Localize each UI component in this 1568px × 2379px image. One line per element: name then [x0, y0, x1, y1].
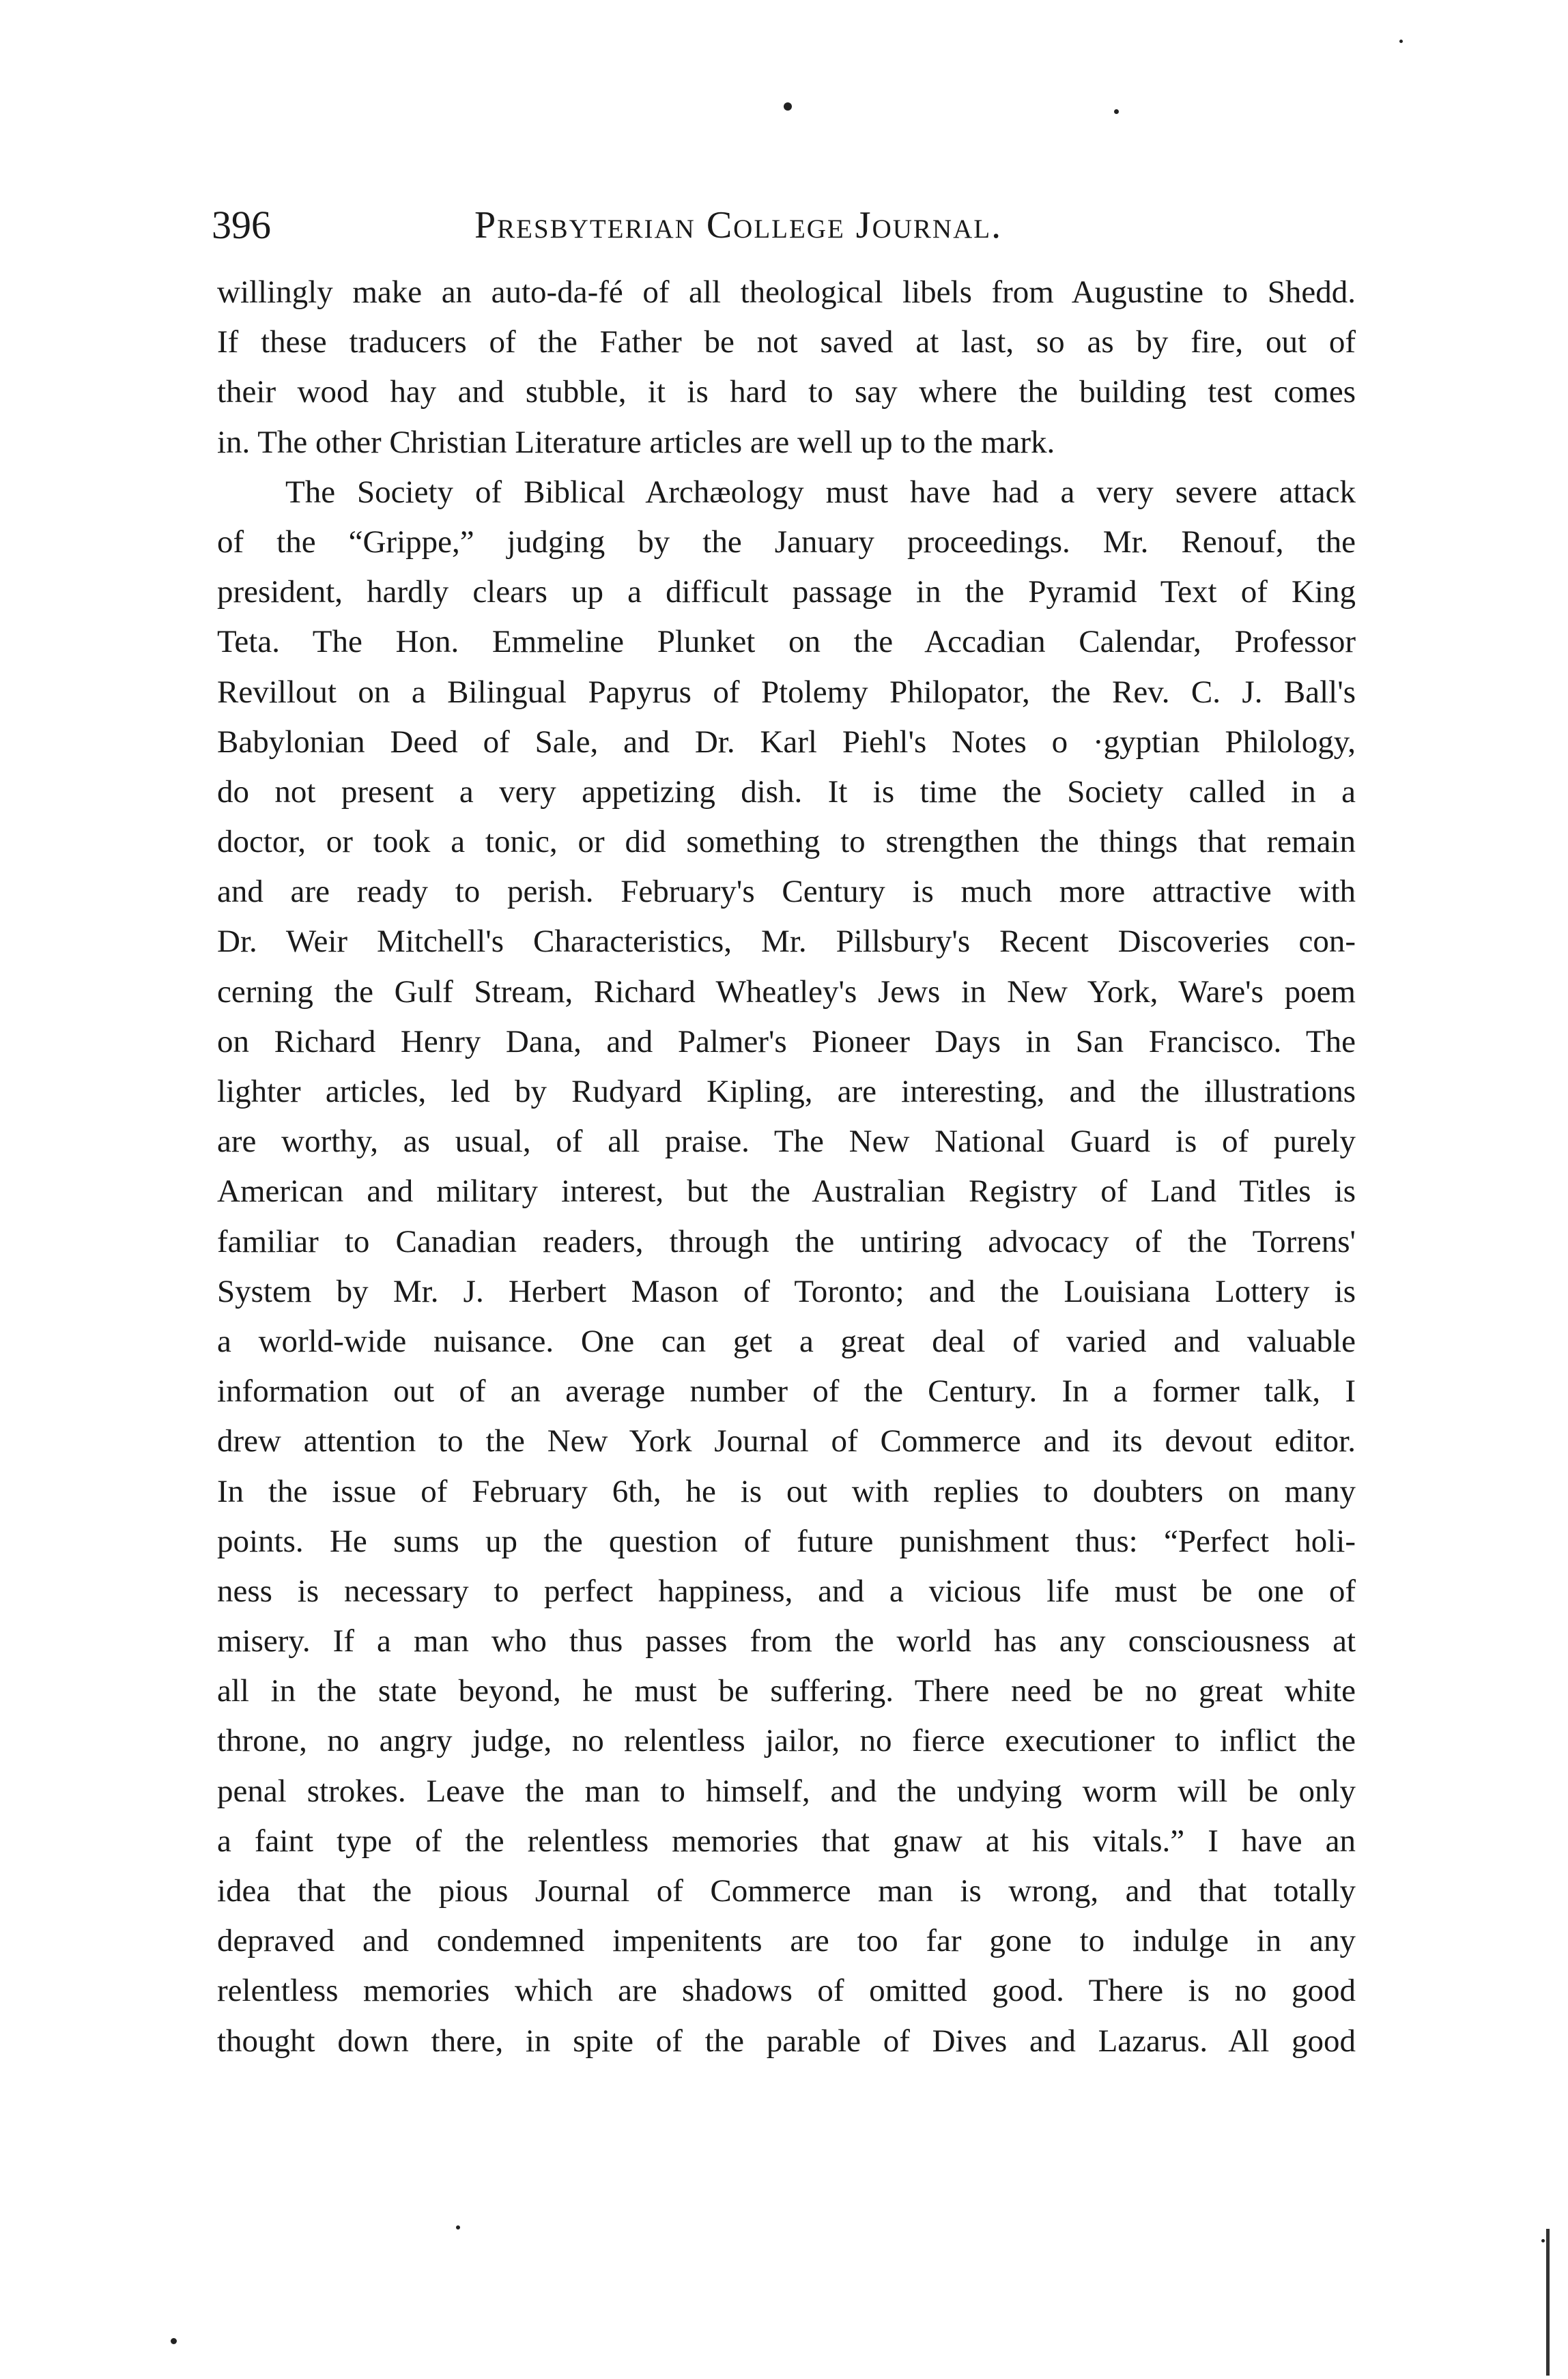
text-line: Teta. The Hon. Emmeline Plunket on the Accadian Calendar, Professor [217, 624, 1356, 660]
text-line: doctor, or took a tonic, or did something to strengthen the things that remain [217, 824, 1356, 860]
text-line: are worthy, as usual, of all praise. The New National Guard is of purely [217, 1124, 1356, 1160]
text-line: depraved and condemned impenitents are too far gone to indulge in any [217, 1923, 1356, 1959]
text-line: all in the state beyond, he must be suffering. There need be no great white [217, 1673, 1356, 1709]
text-line: American and military interest, but the Australian Registry of Land Titles is [217, 1173, 1356, 1210]
text-line: a world-wide nuisance. One can get a great deal of varied and valuable [217, 1323, 1356, 1359]
text-line: idea that the pious Journal of Commerce man is wrong, and that totally [217, 1873, 1356, 1909]
text-line: misery. If a man who thus passes from the world has any consciousness at [217, 1623, 1356, 1659]
scan-edge-mark [1546, 2229, 1550, 2376]
text-line: willingly make an auto-da-fé of all theological libels from Augustine to Shedd. [217, 274, 1356, 310]
scan-speck [456, 2225, 460, 2230]
text-line: of the “Grippe,” judging by the January proceedings. Mr. Renouf, the [217, 524, 1356, 560]
text-line: penal strokes. Leave the man to himself, and the undying worm will be only [217, 1773, 1356, 1809]
text-line: The Society of Biblical Archæology must have had a very severe attack [285, 474, 1356, 510]
page-number: 396 [212, 203, 271, 247]
text-line: lighter articles, led by Rudyard Kipling, are interesting, and the illustrations [217, 1074, 1356, 1109]
scan-speck [171, 2338, 177, 2344]
scan-speck [784, 102, 792, 111]
text-line: In the issue of February 6th, he is out with replies to doubters on many [217, 1473, 1356, 1509]
text-line: Revillout on a Bilingual Papyrus of Ptolemy Philopator, the Rev. C. J. Ball's [217, 674, 1356, 710]
text-line: points. He sums up the question of future punishment thus: “Perfect holi- [217, 1523, 1356, 1559]
text-line: in. The other Christian Literature articles are well up to the mark. [217, 424, 1055, 460]
text-line: information out of an average number of the Century. In a former talk, I [217, 1373, 1356, 1410]
scan-speck [1399, 40, 1403, 43]
body-text [217, 268, 1356, 2066]
text-line: If these traducers of the Father be not saved at last, so as by fire, out of [217, 324, 1356, 360]
text-line: familiar to Canadian readers, through the untiring advocacy of the Torrens' [217, 1223, 1356, 1259]
text-line: throne, no angry judge, no relentless jailor, no fierce executioner to inflict the [217, 1723, 1356, 1759]
text-line: cerning the Gulf Stream, Richard Wheatley's Jews in New York, Ware's poem [217, 973, 1356, 1010]
text-line: do not present a very appetizing dish. It is time the Society called in a [217, 773, 1356, 810]
text-line: drew attention to the New York Journal of Commerce and its devout editor. [217, 1423, 1356, 1459]
text-line: relentless memories which are shadows of omitted good. There is no good [217, 1973, 1356, 2009]
text-line: president, hardly clears up a difficult passage in the Pyramid Text of King [217, 574, 1356, 610]
text-line: thought down there, in spite of the parable of Dives and Lazarus. All good [217, 2023, 1356, 2059]
text-line: a faint type of the relentless memories that gnaw at his vitals.” I have an [217, 1823, 1356, 1859]
text-line: and are ready to perish. February's Century is much more attractive with [217, 874, 1356, 910]
page-header [212, 198, 1358, 253]
text-line: Babylonian Deed of Sale, and Dr. Karl Piehl's Notes o ·gyptian Philology, [217, 724, 1356, 760]
text-line: ness is necessary to perfect happiness, and a vicious life must be one of [217, 1573, 1356, 1609]
text-line: System by Mr. J. Herbert Mason of Toronto; and the Louisiana Lottery is [217, 1273, 1356, 1309]
scan-speck [1114, 109, 1119, 114]
text-line: their wood hay and stubble, it is hard to say where the building test comes [217, 374, 1356, 410]
text-line: on Richard Henry Dana, and Palmer's Pioneer Days in San Francisco. The [217, 1023, 1356, 1059]
scan-speck [1541, 2239, 1545, 2242]
text-line: Dr. Weir Mitchell's Characteristics, Mr. Pillsbury's Recent Discoveries con- [217, 924, 1356, 960]
running-head: Presbyterian College Journal. [474, 204, 1003, 246]
